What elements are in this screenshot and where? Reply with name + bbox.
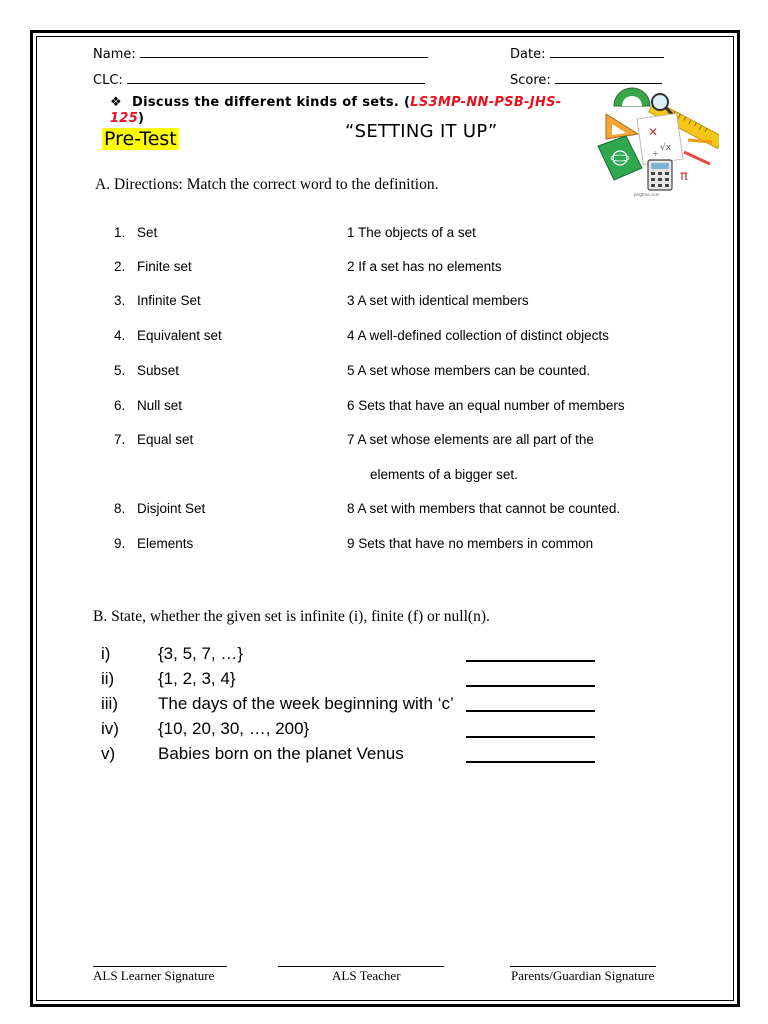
learner-signature-label: ALS Learner Signature [93,968,215,983]
svg-text:√x: √x [660,143,672,153]
part-b-directions: B. State, whether the given set is infinite (i), finite (f) or null(n). [93,608,490,625]
part-a-directions: A. Directions: Match the correct word to the definition. [95,176,439,193]
clc-label: CLC: [93,73,123,88]
term-number: 9. [114,536,126,551]
term-number: 3. [114,293,126,308]
term-text: Subset [137,363,180,378]
clc-field[interactable] [127,72,425,84]
match-term [114,259,192,274]
name-field[interactable] [140,46,428,58]
match-definition: 3 A set with identical members [347,293,529,308]
match-term [114,293,201,308]
term-number: 8. [114,501,126,516]
match-definition: 6 Sets that have an equal number of members [347,398,625,413]
teacher-signature-line[interactable] [278,966,444,967]
term-text: Equivalent set [137,328,222,343]
learner-signature-line[interactable] [93,966,227,967]
term-number: 7. [114,432,126,447]
term-text: Infinite Set [137,293,201,308]
diamond-bullet-icon: ❖ [110,95,122,110]
term-text: Equal set [137,432,194,447]
teacher-signature-label: ALS Teacher [332,968,401,983]
match-term [114,363,179,378]
item-text: {1, 2, 3, 4} [158,669,236,688]
item-text: Babies born on the planet Venus [158,744,404,763]
answer-blank[interactable] [466,710,595,712]
match-definition: 2 If a set has no elements [347,259,502,274]
list-item [101,694,454,714]
match-term [114,328,222,343]
svg-text:pngtree.com: pngtree.com [634,192,660,197]
item-label: iii) [101,694,118,713]
parent-signature-line[interactable] [510,966,656,967]
item-label: ii) [101,669,115,688]
term-text: Null set [137,398,183,413]
item-text: {10, 20, 30, …, 200} [158,719,310,738]
term-number: 6. [114,398,126,413]
term-number: 1. [114,225,126,240]
term-text: Elements [137,536,194,551]
match-definition: 5 A set whose members can be counted. [347,363,591,378]
objective-code: LS3MP-NN-PSB-JHS-125 [110,95,562,126]
objective-close: ) [138,111,145,126]
pretest-label: Pre-Test [104,128,177,150]
date-label: Date: [510,47,546,62]
date-field[interactable] [550,46,664,58]
name-label: Name: [93,47,136,62]
clc-row [93,72,425,88]
svg-text:÷: ÷ [652,149,659,158]
item-text: The days of the week beginning with ‘c’ [158,694,454,713]
match-definition-continued: elements of a bigger set. [370,467,518,482]
answer-blank[interactable] [466,761,595,763]
worksheet-title: “SETTING IT UP” [345,121,498,142]
match-term [114,536,193,551]
answer-blank[interactable] [466,736,595,738]
term-text: Disjoint Set [137,501,206,516]
match-term [114,398,182,413]
svg-text:✕: ✕ [648,125,659,139]
answer-blank[interactable] [466,660,595,662]
parent-signature-label: Parents/Guardian Signature [511,968,655,983]
list-item [101,669,236,689]
item-label: i) [101,644,111,663]
term-number: 2. [114,259,126,274]
score-field[interactable] [555,72,662,84]
list-item [101,744,404,764]
item-label: iv) [101,719,119,738]
math-tools-clipart-icon [592,84,719,202]
match-definition: 9 Sets that have no members in common [347,536,594,551]
name-row [93,46,428,62]
term-number: 4. [114,328,126,343]
term-text: Set [137,225,158,240]
item-label: v) [101,744,116,763]
match-term [114,501,205,516]
answer-blank[interactable] [466,685,595,687]
match-term [114,432,193,447]
score-label: Score: [510,73,551,88]
objective-text: Discuss the different kinds of sets. ( [132,95,411,110]
match-definition: 1 The objects of a set [347,225,476,240]
date-row [510,46,664,62]
match-definition: 7 A set whose elements are all part of the [347,432,594,447]
list-item [101,644,243,664]
match-term [114,225,157,240]
match-definition: 4 A well-defined collection of distinct objects [347,328,609,343]
term-text: Finite set [137,259,192,274]
match-definition: 8 A set with members that cannot be counted. [347,501,621,516]
list-item [101,719,309,739]
item-text: {3, 5, 7, …} [158,644,244,663]
svg-text:π: π [680,169,688,184]
term-number: 5. [114,363,126,378]
